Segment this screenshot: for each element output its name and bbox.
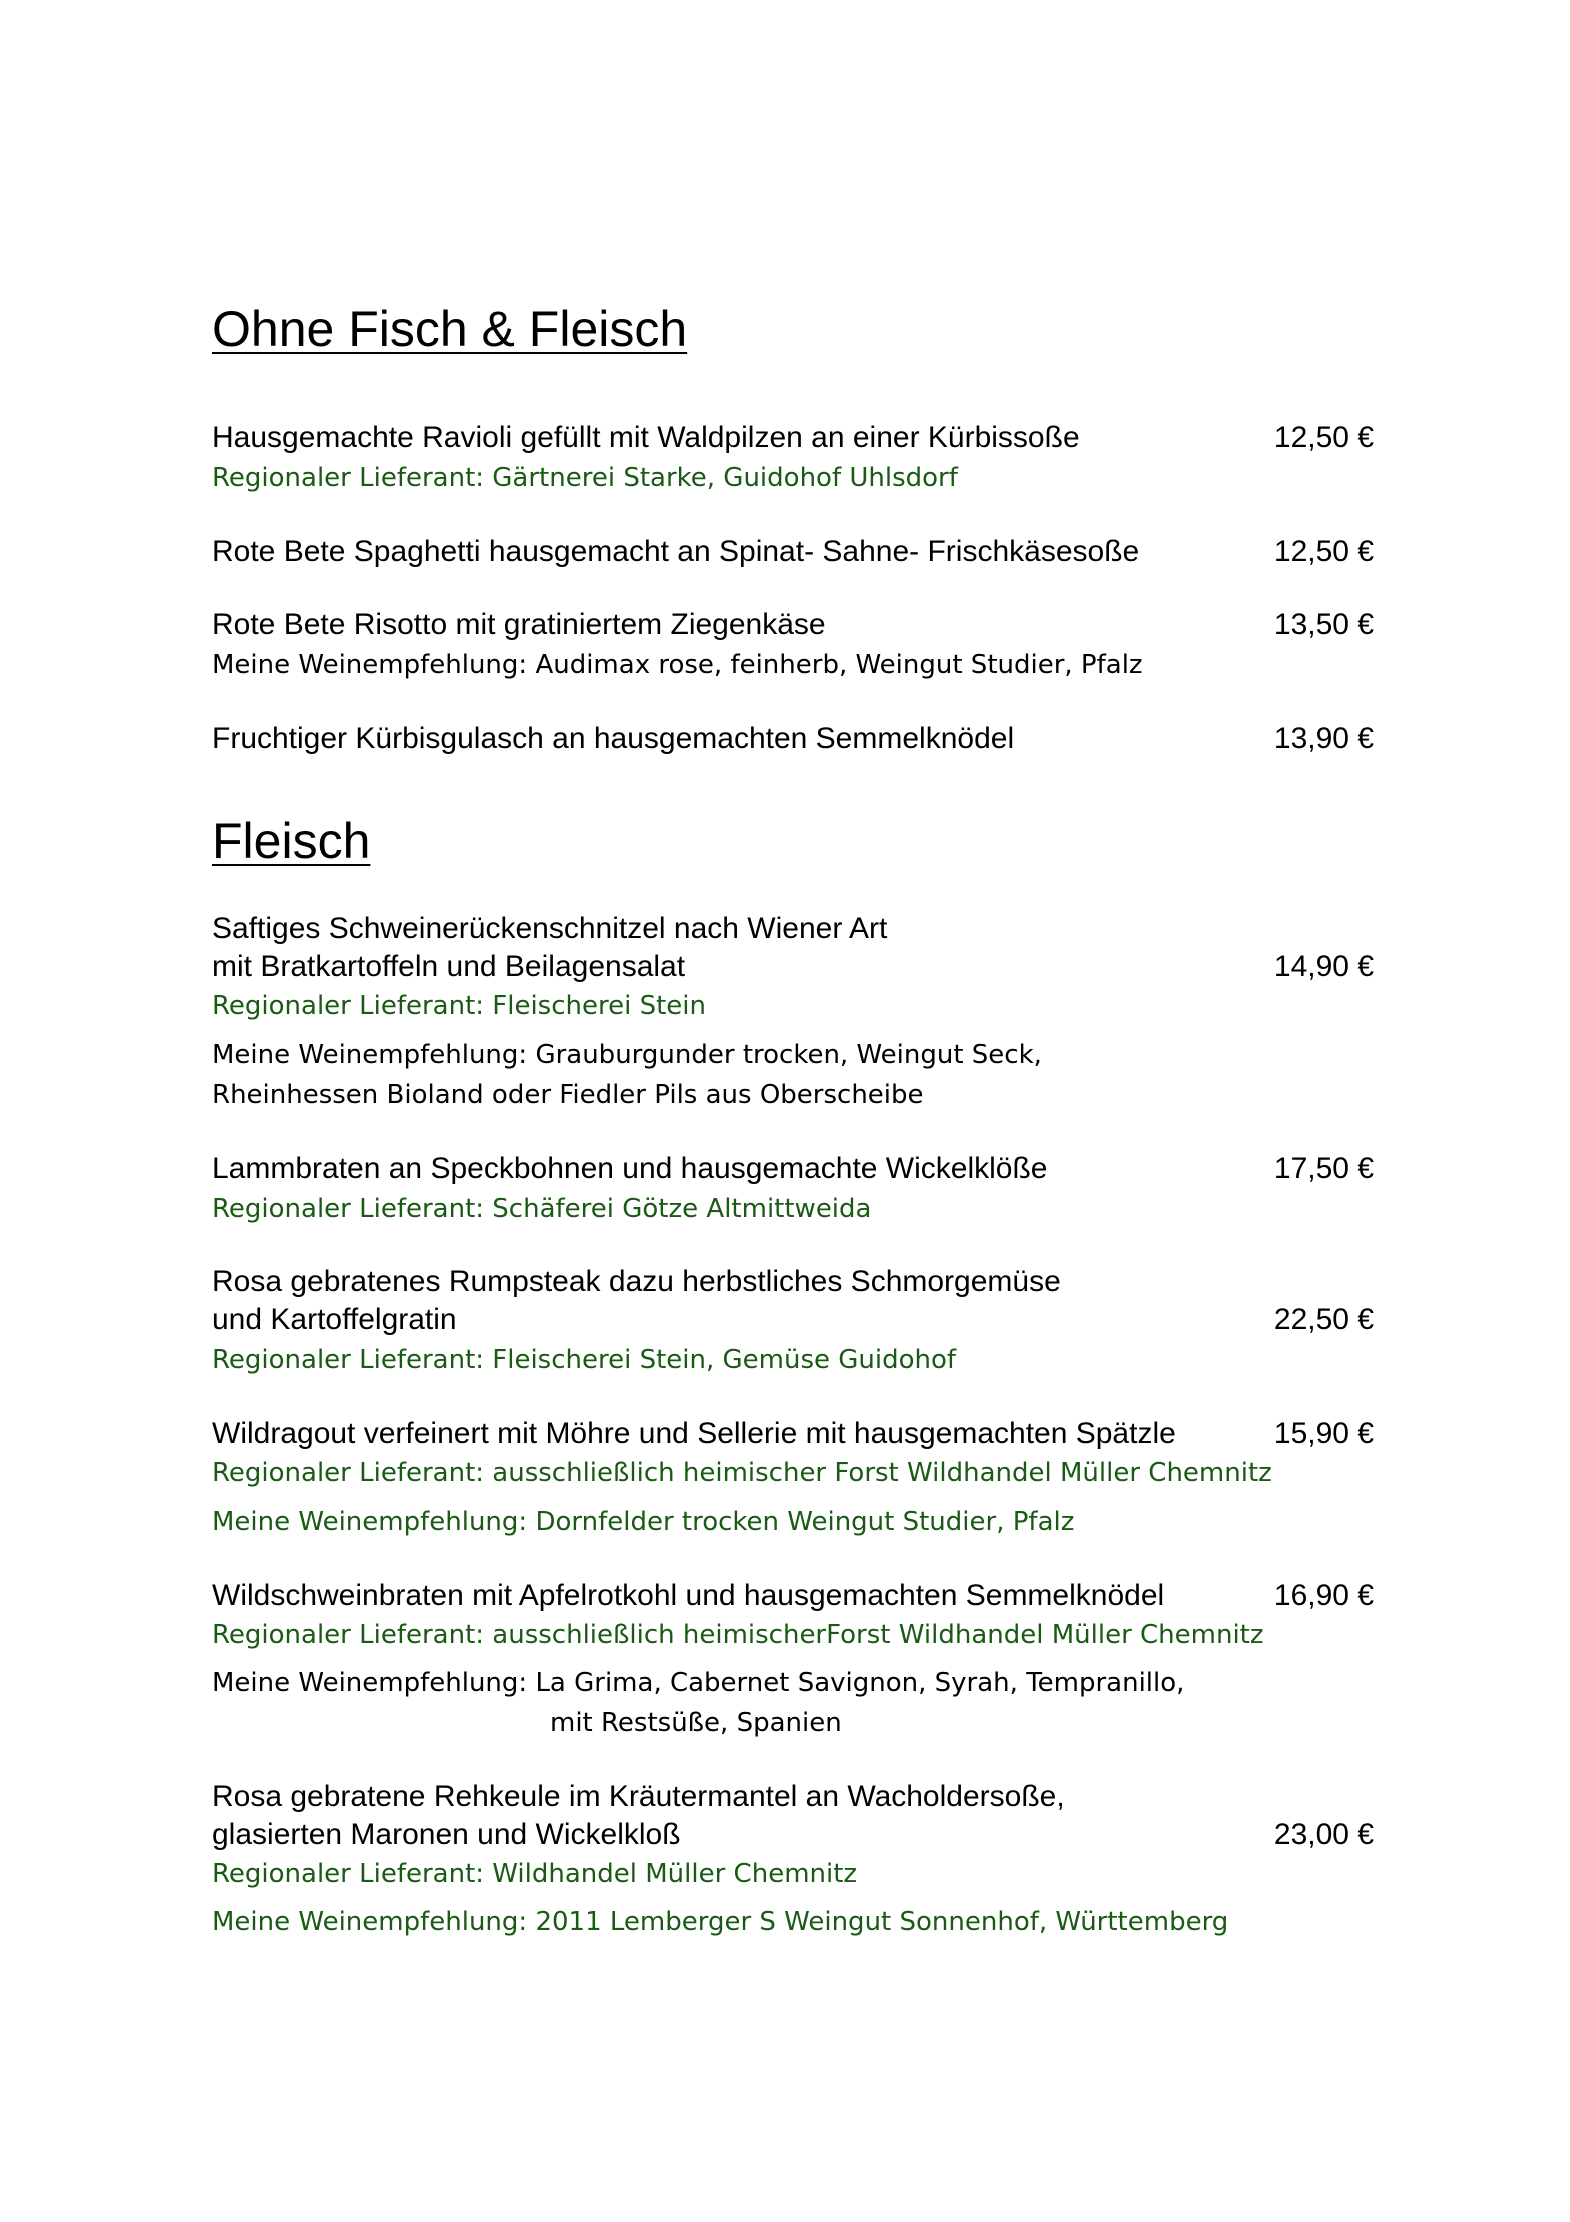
menu-item-name: Rote Bete Spaghetti hausgemacht an Spinat- Sahne- Frischkäsesoße [212,535,1140,568]
menu-item-supplier-note: Regionaler Lieferant: ausschließlich heimischer Forst Wildhandel Müller Chemnitz [212,1458,1272,1488]
menu-item-name: Wildschweinbraten mit Apfelrotkohl und hausgemachten Semmelknödel [212,1579,1165,1612]
menu-item-supplier-note: Regionaler Lieferant: Schäferei Götze Altmittweida [212,1194,872,1224]
menu-item-name: Fruchtiger Kürbisgulasch an hausgemachten Semmelknödel [212,722,1015,755]
menu-item-price: 12,50 € [1273,421,1374,454]
menu-item-supplier-note: Regionaler Lieferant: ausschließlich heimischerForst Wildhandel Müller Chemnitz [212,1620,1264,1650]
section-title-fleisch: Fleisch [212,813,371,869]
menu-item-wine-note: Meine Weinempfehlung: Dornfelder trocken Weingut Studier, Pfalz [212,1507,1075,1537]
menu-item-price: 17,50 € [1273,1152,1374,1185]
menu-item-wine-note: Meine Weinempfehlung: La Grima, Cabernet Savignon, Syrah, Tempranillo, [212,1668,1185,1698]
menu-item-name-line: glasierten Maronen und Wickelkloß [212,1818,681,1851]
menu-item-wine-note: Meine Weinempfehlung: Audimax rose, feinherb, Weingut Studier, Pfalz [212,650,1143,680]
menu-item-name-line: Saftiges Schweinerückenschnitzel nach Wiener Art [212,912,888,945]
menu-item-wine-note: Meine Weinempfehlung: Grauburgunder trocken, Weingut Seck, [212,1040,1042,1070]
menu-item-name: Hausgemachte Ravioli gefüllt mit Waldpilzen an einer Kürbissoße [212,421,1080,454]
menu-item-name: Rote Bete Risotto mit gratiniertem Ziegenkäse [212,608,826,641]
menu-item-name-line: und Kartoffelgratin [212,1303,457,1336]
menu-item-name: Wildragout verfeinert mit Möhre und Sellerie mit hausgemachten Spätzle [212,1417,1176,1450]
menu-item-wine-note: Rheinhessen Bioland oder Fiedler Pils aus Oberscheibe [212,1080,924,1110]
menu-item-price: 13,50 € [1273,608,1374,641]
menu-item-name-line: Rosa gebratene Rehkeule im Kräutermantel an Wacholdersoße, [212,1780,1065,1813]
menu-item-price: 23,00 € [1273,1818,1374,1851]
menu-item-price: 14,90 € [1273,950,1374,983]
menu-item-price: 22,50 € [1273,1303,1374,1336]
menu-item-name-line: Rosa gebratenes Rumpsteak dazu herbstliches Schmorgemüse [212,1265,1061,1298]
menu-item-supplier-note: Regionaler Lieferant: Gärtnerei Starke, Guidohof Uhlsdorf [212,463,958,493]
menu-item-price: 15,90 € [1273,1417,1374,1450]
menu-item-wine-note: mit Restsüße, Spanien [550,1708,842,1738]
menu-item-name: Lammbraten an Speckbohnen und hausgemachte Wickelklöße [212,1152,1048,1185]
menu-item-price: 16,90 € [1273,1579,1374,1612]
menu-item-name-line: mit Bratkartoffeln und Beilagensalat [212,950,686,983]
menu-item-wine-note: Meine Weinempfehlung: 2011 Lemberger S Weingut Sonnenhof, Württemberg [212,1907,1229,1937]
menu-item-supplier-note: Regionaler Lieferant: Fleischerei Stein, Gemüse Guidohof [212,1345,957,1375]
menu-item-price: 13,90 € [1273,722,1374,755]
menu-item-supplier-note: Regionaler Lieferant: Wildhandel Müller Chemnitz [212,1859,858,1889]
section-title-ohne-fisch-fleisch: Ohne Fisch & Fleisch [212,301,688,357]
menu-item-supplier-note: Regionaler Lieferant: Fleischerei Stein [212,991,706,1021]
menu-item-price: 12,50 € [1273,535,1374,568]
